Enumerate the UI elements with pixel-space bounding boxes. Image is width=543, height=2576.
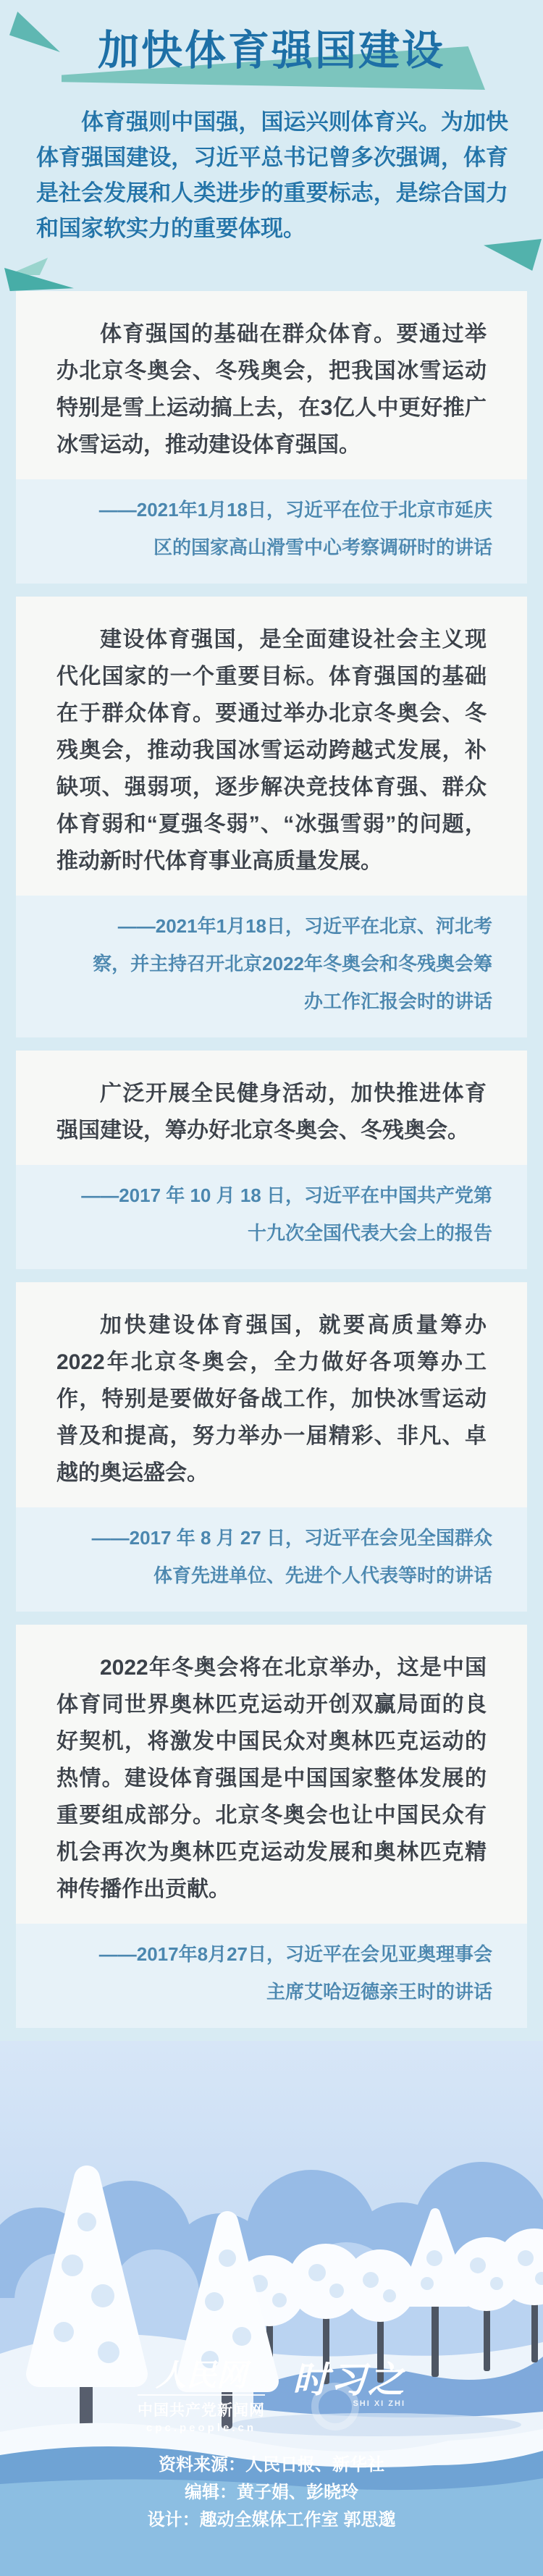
quote-card	[16, 1051, 527, 1269]
quote-source: ——2021年1月18日，习近平在北京、河北考察，并主持召开北京2022年冬奥会和冬残奥会筹办工作汇报会时的讲话	[16, 896, 527, 1037]
quote-text: 2022年冬奥会将在北京举办，这是中国体育同世界奥林匹克运动开创双赢局面的良好契机，将激发中国民众对奥林匹克运动的热情。建设体育强国是中国国家整体发展的重要组成部分。北京冬奥会也让中国民众有机会再次为奥林匹克运动发展和奥林匹克精神传播作出贡献。	[16, 1625, 527, 1924]
shixizhi-pinyin-label: SHI XI ZHI	[353, 2399, 405, 2408]
peoples-daily-online-logo	[138, 2358, 265, 2434]
quote-card	[16, 1625, 527, 2028]
quote-card	[16, 1282, 527, 1612]
peoples-daily-online-logo-text: 人民网	[138, 2358, 265, 2396]
page-title: 加快体育强国建设	[98, 28, 445, 74]
quote-card	[16, 291, 527, 584]
footer-logos	[0, 2358, 543, 2434]
quote-source: ——2017 年 10 月 18 日，习近平在中国共产党第十九次全国代表大会上的报告	[16, 1165, 527, 1269]
credits	[0, 2451, 543, 2534]
shixizhi-logo-text: 时习之	[292, 2360, 405, 2400]
quote-source: ——2021年1月18日，习近平在位于北京市延庆区的国家高山滑雪中心考察调研时的讲话	[16, 479, 527, 584]
credit-design-line: 设计：趣动全媒体工作室 郭思邈	[147, 2510, 396, 2530]
quote-text: 建设体育强国，是全面建设社会主义现代化国家的一个重要目标。体育强国的基础在于群众体育。要通过举办北京冬奥会、冬残奥会，推动我国冰雪运动跨越式发展，补缺项、强弱项，逐步解决竞技体育强、群众体育弱和“夏强冬弱”、“冰强雪弱”的问题，推动新时代体育事业高质量发展。	[16, 597, 527, 896]
quote-text: 体育强国的基础在群众体育。要通过举办北京冬奥会、冬残奥会，把我国冰雪运动特别是雪上运动搞上去，在3亿人中更好推广冰雪运动，推动建设体育强国。	[16, 291, 527, 479]
winter-scene	[0, 2041, 543, 2576]
cpc-news-site-label: 中国共产党新闻网	[138, 2402, 265, 2420]
quote-text: 加快建设体育强国，就要高质量筹办2022年北京冬奥会，全力做好各项筹办工作，特别是要做好备战工作，加快冰雪运动普及和提高，努力举办一届精彩、非凡、卓越的奥运盛会。	[16, 1282, 527, 1507]
quote-source: ——2017 年 8 月 27 日，习近平在会见全国群众体育先进单位、先进个人代表等时的讲话	[16, 1507, 527, 1612]
header	[0, 0, 543, 291]
credit-source-line: 资料来源：人民日报、新华社	[159, 2455, 384, 2475]
cpc-people-url: cpc.people.cn	[146, 2422, 257, 2435]
footer	[0, 2358, 543, 2534]
credit-editor-line: 编辑：黄子娟、彭晓玲	[185, 2483, 358, 2503]
quote-card	[16, 597, 527, 1037]
intro-paragraph: 体育强则中国强，国运兴则体育兴。为加快体育强国建设，习近平总书记曾多次强调，体育是社会发展和人类进步的重要标志，是综合国力和国家软实力的重要体现。	[36, 109, 508, 241]
quote-source: ——2017年8月27日，习近平在会见亚奥理事会主席艾哈迈德亲王时的讲话	[16, 1924, 527, 2028]
shixizhi-logo	[292, 2358, 405, 2408]
quote-text: 广泛开展全民健身活动，加快推进体育强国建设，筹办好北京冬奥会、冬残奥会。	[16, 1051, 527, 1165]
